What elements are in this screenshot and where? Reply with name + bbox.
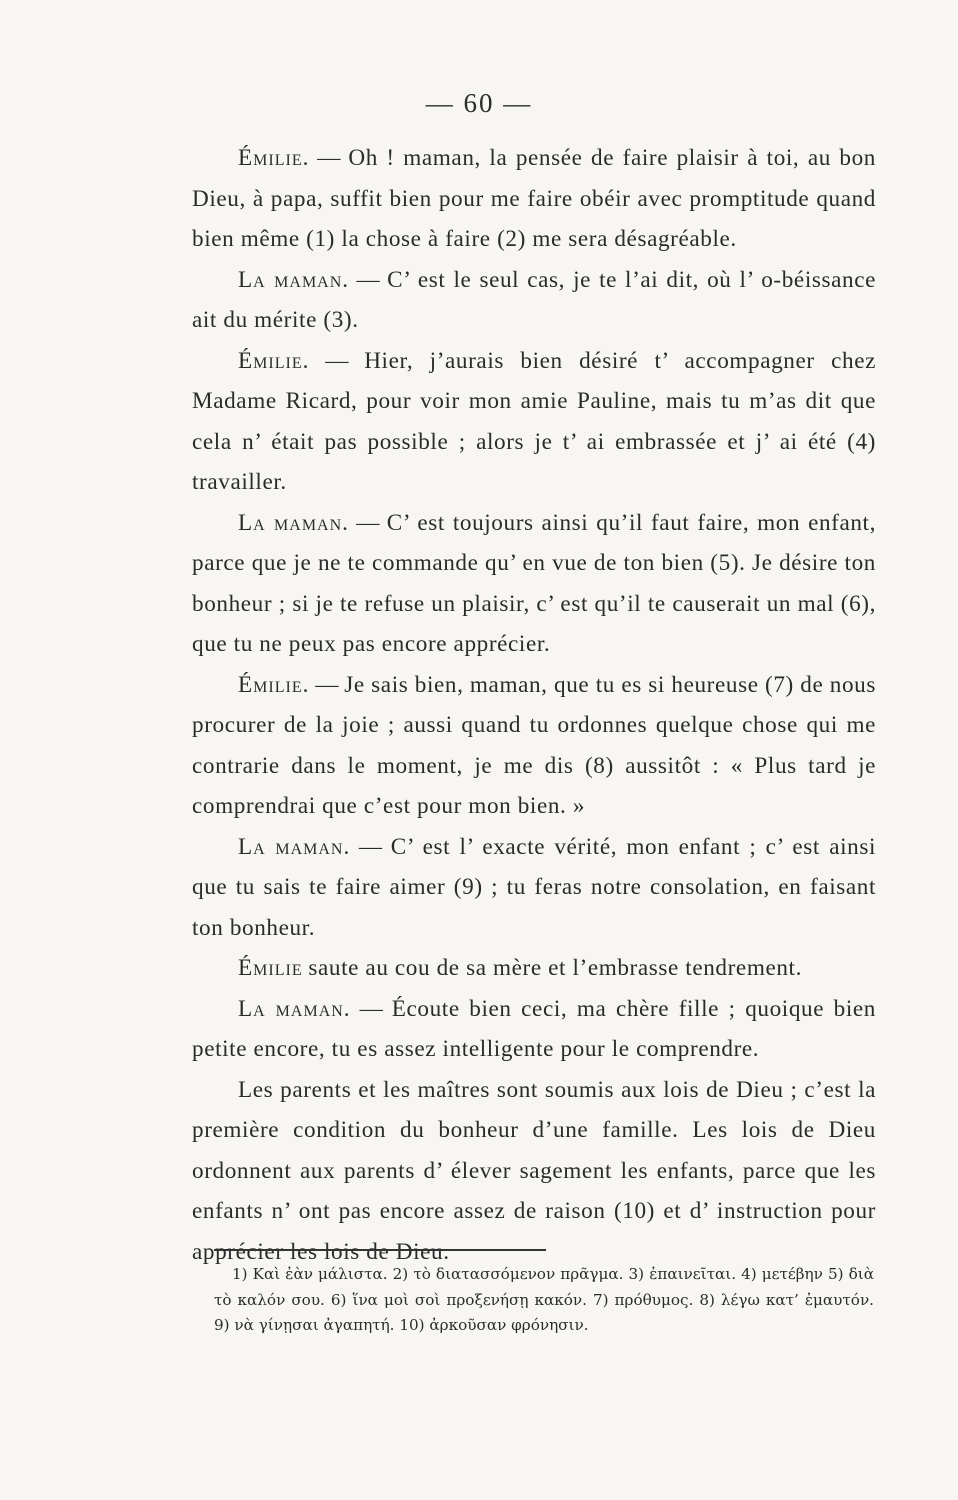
speaker-name: La maman. bbox=[238, 995, 351, 1022]
dialogue-text: saute au cou de sa mère et l’embrasse tendrement. bbox=[308, 955, 802, 981]
dialogue-text: Écoute bien ceci, ma chère fille ; quoique bien petite encore, tu es assez intelligente pour le comprendre. bbox=[192, 995, 876, 1062]
speaker-name: Émilie. bbox=[238, 671, 310, 698]
dialogue-line bbox=[192, 260, 876, 341]
speaker-name: La maman. bbox=[238, 509, 349, 536]
dialogue-separator: — bbox=[350, 833, 391, 860]
footnotes bbox=[214, 1262, 874, 1339]
dialogue-text: C’ est l’ exacte vérité, mon enfant ; c’ est ainsi que tu sais te faire aimer (9) ; tu feras notre consolation, en faisant ton bonheur. bbox=[192, 833, 876, 941]
dialogue-separator: — bbox=[309, 145, 349, 171]
dialogue-line bbox=[192, 827, 876, 949]
speaker-name: Émilie bbox=[238, 955, 303, 981]
closing-paragraph: Les parents et les maîtres sont soumis aux lois de Dieu ; c’est la première condition du bonheur d’une famille. Les lois de Dieu ordonnent aux parents d’ élever sagement les enfants, parce que les enfants n’ ont pas encore assez de raison (10) et d’ instruction pour apprécier les lois de Dieu. bbox=[192, 1076, 876, 1265]
dialogue-separator: — bbox=[349, 266, 388, 293]
speaker-name: La maman. bbox=[238, 833, 351, 860]
footnote-text: 1) Καὶ ἐὰν μάλιστα. 2) τὸ διατασσόμενον πρᾶγμα. 3) ἐπαινεῖται. 4) μετέβην 5) διὰ τὸ καλόν σου. 6) ἵνα μοὶ σοὶ προξενήσῃ κακόν. 7) πρόθυμος. 8) λέγω κατ’ ἐμαυτόν. 9) νὰ γίνῃσαι ἀγαπητή. 10) ἀρκοῦσαν φρόνησιν. bbox=[214, 1265, 874, 1334]
speaker-name: Émilie. bbox=[238, 347, 310, 374]
speaker-name: Émilie. bbox=[238, 145, 310, 171]
dialogue-line bbox=[192, 948, 876, 989]
dialogue-line bbox=[192, 665, 876, 827]
dialogue-text: Je sais bien, maman, que tu es si heureuse (7) de nous procurer de la joie ; aussi quand tu ordonnes quelque chose qui me contrarie dans le moment, je me dis (8) aussitôt : « Plus tard je comprendrai que c’est pour mon bien. » bbox=[192, 671, 877, 819]
dialogue-separator: — bbox=[309, 347, 365, 374]
dialogue-line bbox=[192, 503, 876, 665]
dialogue-line bbox=[192, 341, 876, 503]
dialogue-text: Hier, j’aurais bien désiré t’ accompagner chez Madame Ricard, pour voir mon amie Pauline, mais tu m’as dit que cela n’ était pas possible ; alors je t’ ai embrassée et j’ ai été (4) travailler. bbox=[192, 347, 876, 495]
dialogue-text: C’ est le seul cas, je te l’ai dit, où l’ o-béissance ait du mérite (3). bbox=[192, 266, 876, 333]
main-text bbox=[192, 138, 876, 1272]
dialogue-line bbox=[192, 989, 876, 1070]
dialogue-separator: — bbox=[350, 995, 392, 1022]
speaker-name: La maman. bbox=[238, 266, 350, 293]
dialogue-line bbox=[192, 138, 876, 260]
dialogue-text: C’ est toujours ainsi qu’il faut faire, mon enfant, parce que je ne te commande qu’ en vue de ton bien (5). Je désire ton bonheur ; si je te refuse un plaisir, c’ est qu’il te causerait un mal (6), que tu ne peux pas encore apprécier. bbox=[192, 509, 877, 657]
dialogue-separator: — bbox=[309, 671, 345, 698]
dialogue-text: Oh ! maman, la pensée de faire plaisir à toi, au bon Dieu, à papa, suffit bien pour me faire obéir avec promptitude quand bien même (1) la chose à faire (2) me sera désagréable. bbox=[192, 145, 877, 252]
page-number: — 60 — bbox=[425, 88, 533, 118]
footnote-rule bbox=[214, 1249, 546, 1251]
dialogue-separator: — bbox=[348, 509, 387, 536]
